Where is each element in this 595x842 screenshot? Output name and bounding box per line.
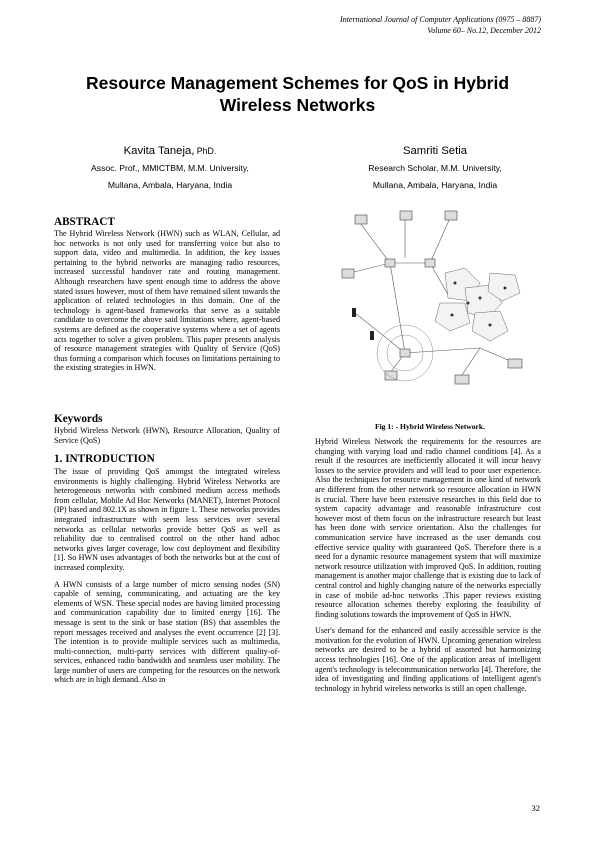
author-degree: PhD. bbox=[196, 146, 217, 156]
page-number: 32 bbox=[531, 803, 540, 813]
title-line-2: Wireless Networks bbox=[219, 95, 376, 115]
author-location: Mullana, Ambala, Haryana, India bbox=[107, 180, 233, 190]
author-location: Mullana, Ambala, Haryana, India bbox=[372, 180, 498, 190]
right-paragraph-2: User's demand for the enhanced and easily accessible service is the motivation for the evolution of HWN. Upcoming generation wireless networks are desired to be a hybrid of assorted but harmonizing access technologies [16]. One of the application areas of intelligent agent's technology is telecommunication networks [4]. Therefore, the idea of investigating and finding applications of intelligent agent's technology in hybrid wireless networks is still an open challenge. bbox=[315, 626, 541, 693]
keywords-text bbox=[54, 426, 280, 445]
keywords-paragraph: Hybrid Wireless Network (HWN), Resource Allocation, Quality of Service (QoS) bbox=[54, 426, 280, 445]
intro-paragraph-1: The issue of providing QoS amongst the integrated wireless environments is highly challenging. Hybrid Wireless Networks are heterogeneous networks with combined medium access methods from cellular, Mobile Ad Hoc Networks (MANET), Internet Protocol (IP) based and 802.1X as shown in figure 1. These networks provides integrated infrastructure with seem less services over several networks as cellular networks provide better QoS as well as reliability due to centralised control on the other hand adhoc networks gives larger coverage, low cost deployment and flexibility [1]. So HWN uses advantages of both the networks but at the cost of increased complexity. bbox=[54, 467, 280, 572]
journal-header bbox=[340, 15, 541, 36]
title-line-1: Resource Management Schemes for QoS in Hybrid bbox=[85, 73, 510, 93]
figure-caption: Fig 1: - Hybrid Wireless Network. bbox=[374, 422, 486, 431]
right-column-text bbox=[315, 437, 541, 693]
author-1 bbox=[60, 143, 280, 194]
abstract-paragraph: The Hybrid Wireless Network (HWN) such as WLAN, Cellular, ad hoc networks is not only used for transferring voice but also to support data, video and multimedia. In addition, the key issues pertaining to the hybrid networks are managing radio resources, increased successful handover rate and routing management. Although researchers have spent enough time to address the above stated issues however, most of them have remained silent towards the application of related technologies in this domain. One of the technology is agent-based frameworks that serve as a suitable candidate to overcome the above said limitations where, agent-based systems are defined as the cooperative systems where a set of agents acts together to solve a given problem. This paper presents analysis of resource management strategies with Quality of Service (QoS) thus forming a comparison which focuses on limitations pertaining to the existing strategies in HWN. bbox=[54, 229, 280, 373]
author-name: Kavita Taneja, bbox=[123, 145, 195, 157]
introduction-text bbox=[54, 467, 280, 685]
paper-title bbox=[30, 72, 565, 116]
journal-name: International Journal of Computer Applications (0975 – 8887) bbox=[340, 15, 541, 24]
journal-volume: Volume 60– No.12, December 2012 bbox=[427, 25, 541, 35]
author-name: Samriti Setia bbox=[402, 145, 468, 157]
abstract-heading: ABSTRACT bbox=[54, 216, 115, 228]
intro-paragraph-2: A HWN consists of a large number of micro sensing nodes (SN) capable of sensing, communicating, and actuating are the key elements of WSN. These special nodes are having limited processing and communication capability due to limited energy [16]. The message is sent to the sink or base station (BS) that assembles the report messages received and analyses the event occurrence [2] [3]. The intention is to provide multiple services such as multimedia, multi-connection, multi-party services with different quality-of-services, enhanced radio bandwidth and seamless user mobility. The large number of users are competing for the resources on the network which are in high demand. Also in bbox=[54, 579, 280, 685]
author-affiliation: Research Scholar, M.M. University, bbox=[368, 163, 502, 173]
introduction-heading: 1. INTRODUCTION bbox=[54, 453, 155, 465]
keywords-heading: Keywords bbox=[54, 413, 103, 425]
hybrid-network-figure bbox=[330, 203, 550, 403]
abstract-text bbox=[54, 229, 280, 373]
author-2 bbox=[345, 143, 525, 194]
right-paragraph-1: Hybrid Wireless Network the requirements for the resources are changing with varying load and radio channel conditions [4]. As a result if the resources are inefficiently allocated it will incur heavy losses to the service providers and will lead to poor user experience. Also the techniques for resource management in one kind of network are different from the other network so resource allocation in HWN is crucial. There have been extensive researches in this field due to system capacity advantage and reasonable infrastructure cost however most of them focus on the infrastructure research but least has been done with service orientation. Also the challenges for communication service have increased as the user demands cost effective service quality with guaranteed QoS. Therefore there is a need for a dynamic resource management system that will maximize network resource utilization with improved QoS. In addition, routing management is another major challenge that is existing due to lack of central control and highly changing nature of the networks especially in case of mobile ad-hoc networks .This paper reviews existing resource allocation schemes thereby exploring the feasibility of finding solutions towards the improvement of QoS in HWN. bbox=[315, 437, 541, 619]
author-affiliation: Assoc. Prof., MMICTBM, M.M. University, bbox=[91, 163, 249, 173]
